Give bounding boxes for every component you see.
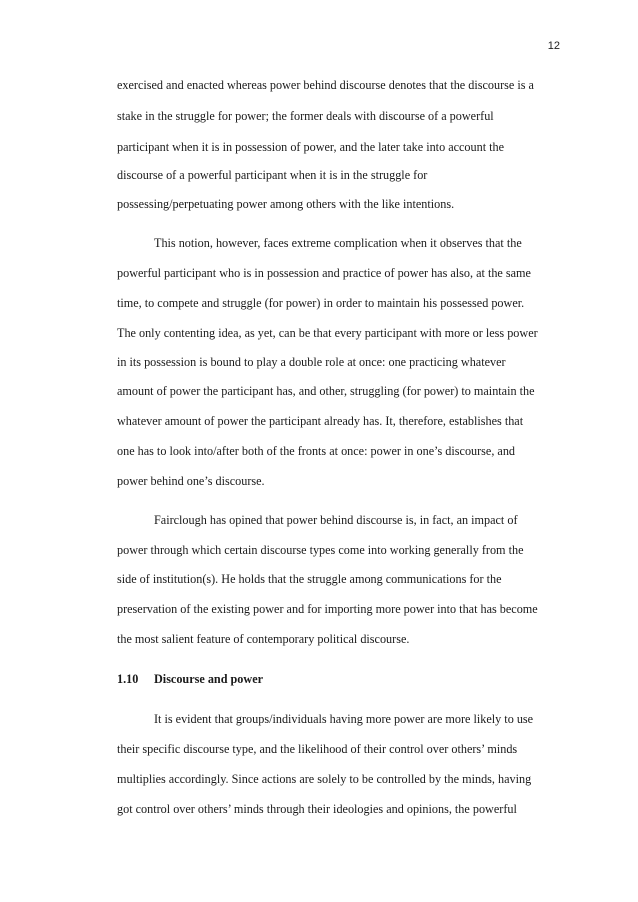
para1-line-3: participant when it is in possession of power, and the later take into account the: [117, 140, 505, 154]
para1-line-4: discourse of a powerful participant when it is in the struggle for: [117, 168, 428, 182]
para3-line-3: side of institution(s). He holds that the struggle among communications for the: [117, 572, 502, 586]
para2-line-6: amount of power the participant has, and other, struggling (for power) to maintain the: [117, 384, 535, 398]
para4-line-1: It is evident that groups/individuals having more power are more likely to use: [154, 712, 534, 726]
para2-line-2: powerful participant who is in possession and practice of power has also, at the same: [117, 266, 531, 280]
para2-line-7: whatever amount of power the participant already has. It, therefore, establishes that: [117, 414, 524, 428]
para4-line-4: got control over others’ minds through their ideologies and opinions, the powerful: [117, 802, 517, 816]
para2-line-3: time, to compete and struggle (for power) in order to maintain his possessed power.: [117, 296, 525, 310]
para3-line-5: the most salient feature of contemporary political discourse.: [117, 632, 410, 646]
para1-line-2: stake in the struggle for power; the former deals with discourse of a powerful: [117, 109, 494, 123]
section-title: Discourse and power: [154, 672, 264, 686]
para1-line-5: possessing/perpetuating power among others with the like intentions.: [117, 197, 455, 211]
para3-line-4: preservation of the existing power and for importing more power into that has become: [117, 602, 538, 616]
page-number: 12: [547, 40, 560, 52]
para2-line-8: one has to look into/after both of the fronts at once: power in one’s discourse, and: [117, 444, 516, 458]
para2-line-9: power behind one’s discourse.: [117, 474, 265, 488]
para1-line-1: exercised and enacted whereas power behind discourse denotes that the discourse is a: [117, 78, 534, 92]
para3-line-2: power through which certain discourse types come into working generally from the: [117, 543, 524, 557]
para4-line-3: multiplies accordingly. Since actions are solely to be controlled by the minds, having: [117, 772, 532, 786]
para4-line-2: their specific discourse type, and the likelihood of their control over others’ minds: [117, 742, 518, 756]
para3-line-1: Fairclough has opined that power behind discourse is, in fact, an impact of: [154, 513, 518, 527]
para2-line-4: The only contenting idea, as yet, can be that every participant with more or less power: [117, 326, 538, 340]
section-number: 1.10: [117, 672, 139, 686]
para2-line-1: This notion, however, faces extreme complication when it observes that the: [154, 236, 522, 250]
para2-line-5: in its possession is bound to play a double role at once: one practicing whatever: [117, 355, 506, 369]
